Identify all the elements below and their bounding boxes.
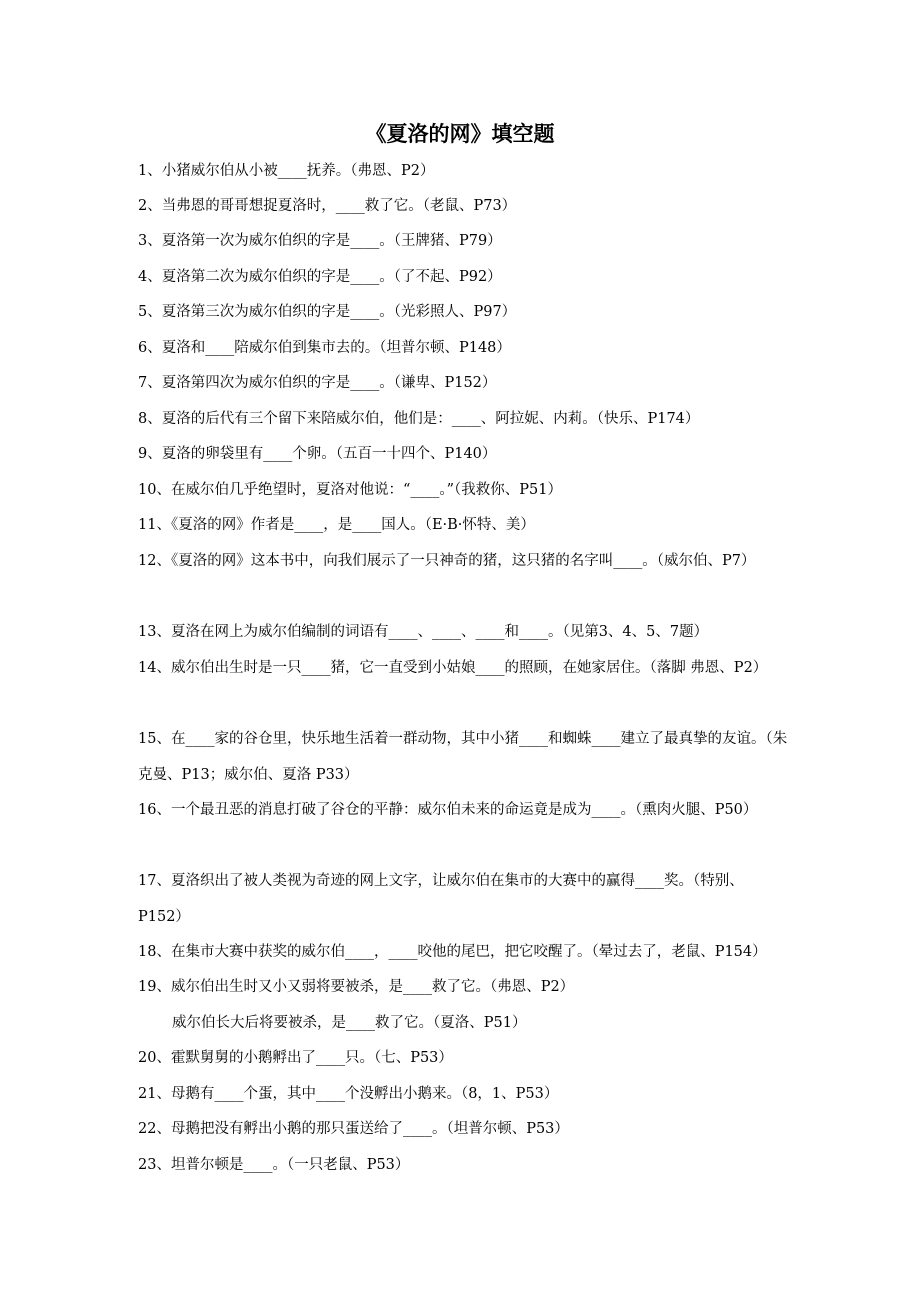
question-19-continued: 威尔伯长大后将要被杀，是____救了它。（夏洛、P51） bbox=[172, 1015, 527, 1031]
question-6: 6、夏洛和____陪威尔伯到集市去的。（坦普尔顿、P148） bbox=[138, 340, 511, 356]
question-15: 15、在____家的谷仓里，快乐地生活着一群动物，其中小猪____和蜘蛛____建立了最真挚的友谊。（朱克曼、P13；威尔伯、夏洛 P33） bbox=[138, 731, 788, 783]
question-22: 22、母鹅把没有孵出小鹅的那只蛋送给了____。（坦普尔顿、P53） bbox=[138, 1121, 569, 1137]
question-13: 13、夏洛在网上为威尔伯编制的词语有____、____、____和____。（见第3、4、5、7题） bbox=[138, 624, 709, 640]
question-14: 14、威尔伯出生时是一只____猪，它一直受到小姑娘____的照顾，在她家居住。（落脚 弗恩、P2） bbox=[138, 660, 768, 676]
question-3: 3、夏洛第一次为威尔伯织的字是____。（王牌猪、P79） bbox=[138, 233, 502, 249]
question-20: 20、霍默舅舅的小鹅孵出了____只。（七、P53） bbox=[138, 1050, 453, 1066]
question-10: 10、在威尔伯几乎绝望时，夏洛对他说：“____。”（我救你、P51） bbox=[138, 482, 562, 498]
question-19: 19、威尔伯出生时又小又弱将要被杀，是____救了它。（弗恩、P2） bbox=[138, 979, 575, 995]
document-title: 《夏洛的网》填空题 bbox=[365, 122, 555, 146]
question-8: 8、夏洛的后代有三个留下来陪威尔伯，他们是：____、阿拉妮、内莉。（快乐、P174） bbox=[138, 411, 700, 427]
question-9: 9、夏洛的卵袋里有____个卵。（五百一十四个、P140） bbox=[138, 446, 497, 462]
question-7: 7、夏洛第四次为威尔伯织的字是____。（谦卑、P152） bbox=[138, 375, 497, 391]
question-21: 21、母鹅有____个蛋，其中____个没孵出小鹅来。（8，1、P53） bbox=[138, 1086, 559, 1102]
question-17: 17、夏洛织出了被人类视为奇迹的网上文字，让威尔伯在集市的大赛中的赢得____奖。（特别、P152） bbox=[138, 873, 744, 925]
question-23: 23、坦普尔顿是____。（一只老鼠、P53） bbox=[138, 1157, 410, 1173]
question-12: 12、《夏洛的网》这本书中，向我们展示了一只神奇的猪，这只猪的名字叫____。（威尔伯、P7） bbox=[138, 553, 756, 569]
question-1: 1、小猪威尔伯从小被____抚养。（弗恩、P2） bbox=[138, 163, 435, 179]
question-18: 18、在集市大赛中获奖的威尔伯____，____咬他的尾巴，把它咬醒了。（晕过去了，老鼠、P154） bbox=[138, 944, 767, 960]
question-11: 11、《夏洛的网》作者是____，是____国人。（E·B·怀特、美） bbox=[138, 517, 535, 533]
question-4: 4、夏洛第二次为威尔伯织的字是____。（了不起、P92） bbox=[138, 269, 502, 285]
question-16: 16、一个最丑恶的消息打破了谷仓的平静：威尔伯未来的命运竟是成为____。（熏肉火腿、P50） bbox=[138, 802, 758, 818]
question-5: 5、夏洛第三次为威尔伯织的字是____。（光彩照人、P97） bbox=[138, 304, 517, 320]
question-2: 2、当弗恩的哥哥想捉夏洛时，____救了它。（老鼠、P73） bbox=[138, 198, 517, 214]
